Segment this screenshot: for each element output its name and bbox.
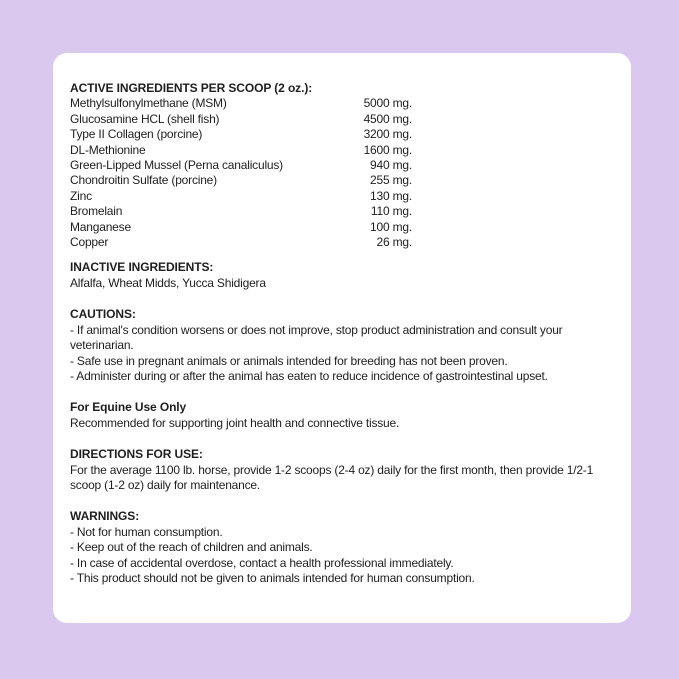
ingredient-amount: 255 mg.	[370, 173, 412, 188]
ingredient-amount: 5000 mg.	[363, 96, 412, 111]
ingredient-name: DL-Methionine	[70, 142, 146, 157]
active-ingredients-table	[70, 96, 412, 250]
ingredient-name: Copper	[70, 235, 109, 250]
ingredient-row	[70, 220, 412, 235]
ingredient-row	[70, 127, 412, 142]
ingredient-row	[70, 158, 412, 173]
ingredient-amount: 26 mg.	[376, 235, 412, 250]
ingredient-amount: 1600 mg.	[363, 142, 412, 157]
ingredient-amount: 110 mg.	[370, 204, 412, 219]
inactive-ingredients-heading: INACTIVE INGREDIENTS:	[70, 260, 214, 275]
ingredient-amount: 940 mg.	[370, 158, 412, 173]
label-card	[53, 53, 631, 623]
ingredient-name: Type II Collagen (porcine)	[70, 127, 203, 142]
inactive-ingredients-text: Alfalfa, Wheat Midds, Yucca Shidigera	[70, 275, 266, 290]
ingredient-row	[70, 173, 412, 188]
directions-text: For the average 1100 lb. horse, provide 1-2 scoops (2-4 oz) daily for the first month, then provide 1/2-1 scoop (1-2 oz) daily for maintenance.	[70, 462, 594, 492]
ingredient-row	[70, 235, 412, 250]
warning-item: - This product should not be given to animals intended for human consumption.	[70, 570, 475, 585]
ingredient-row	[70, 143, 412, 158]
warnings-section	[70, 509, 615, 586]
ingredient-row	[70, 96, 412, 111]
active-ingredients-heading: ACTIVE INGREDIENTS PER SCOOP (2 oz.):	[70, 81, 313, 95]
cautions-heading: CAUTIONS:	[70, 307, 136, 322]
warnings-heading: WARNINGS:	[70, 509, 140, 524]
active-ingredients-section	[70, 81, 615, 250]
directions-section	[70, 447, 615, 493]
ingredient-row	[70, 112, 412, 127]
ingredient-amount: 100 mg.	[370, 219, 412, 234]
equine-use-heading: For Equine Use Only	[70, 400, 187, 415]
ingredient-amount: 4500 mg.	[363, 111, 412, 126]
ingredient-name: Methylsulfonylmethane (MSM)	[70, 96, 227, 111]
cautions-section	[70, 307, 615, 384]
ingredient-row	[70, 189, 412, 204]
ingredient-name: Glucosamine HCL (shell fish)	[70, 111, 220, 126]
inactive-ingredients-section	[70, 260, 615, 291]
warning-item: - In case of accidental overdose, contact a health professional immediately.	[70, 555, 454, 570]
ingredient-name: Chondroitin Sulfate (porcine)	[70, 173, 217, 188]
ingredient-amount: 3200 mg.	[363, 127, 412, 142]
label-content	[70, 81, 615, 586]
ingredient-name: Green-Lipped Mussel (Perna canaliculus)	[70, 158, 283, 173]
directions-heading: DIRECTIONS FOR USE:	[70, 447, 203, 462]
warning-item: - Keep out of the reach of children and animals.	[70, 540, 313, 555]
warning-item: - Not for human consumption.	[70, 524, 223, 539]
ingredient-name: Manganese	[70, 219, 131, 234]
caution-item: - If animal's condition worsens or does not improve, stop product administration and consult your veterinarian.	[70, 322, 563, 353]
caution-item: - Safe use in pregnant animals or animals intended for breeding has not been proven.	[70, 353, 508, 368]
equine-use-section	[70, 400, 615, 431]
ingredient-row	[70, 204, 412, 219]
ingredient-name: Zinc	[70, 188, 92, 203]
equine-use-text: Recommended for supporting joint health and connective tissue.	[70, 415, 400, 430]
ingredient-name: Bromelain	[70, 204, 123, 219]
ingredient-amount: 130 mg.	[370, 188, 412, 203]
caution-item: - Administer during or after the animal has eaten to reduce incidence of gastrointestinal upset.	[70, 368, 548, 383]
